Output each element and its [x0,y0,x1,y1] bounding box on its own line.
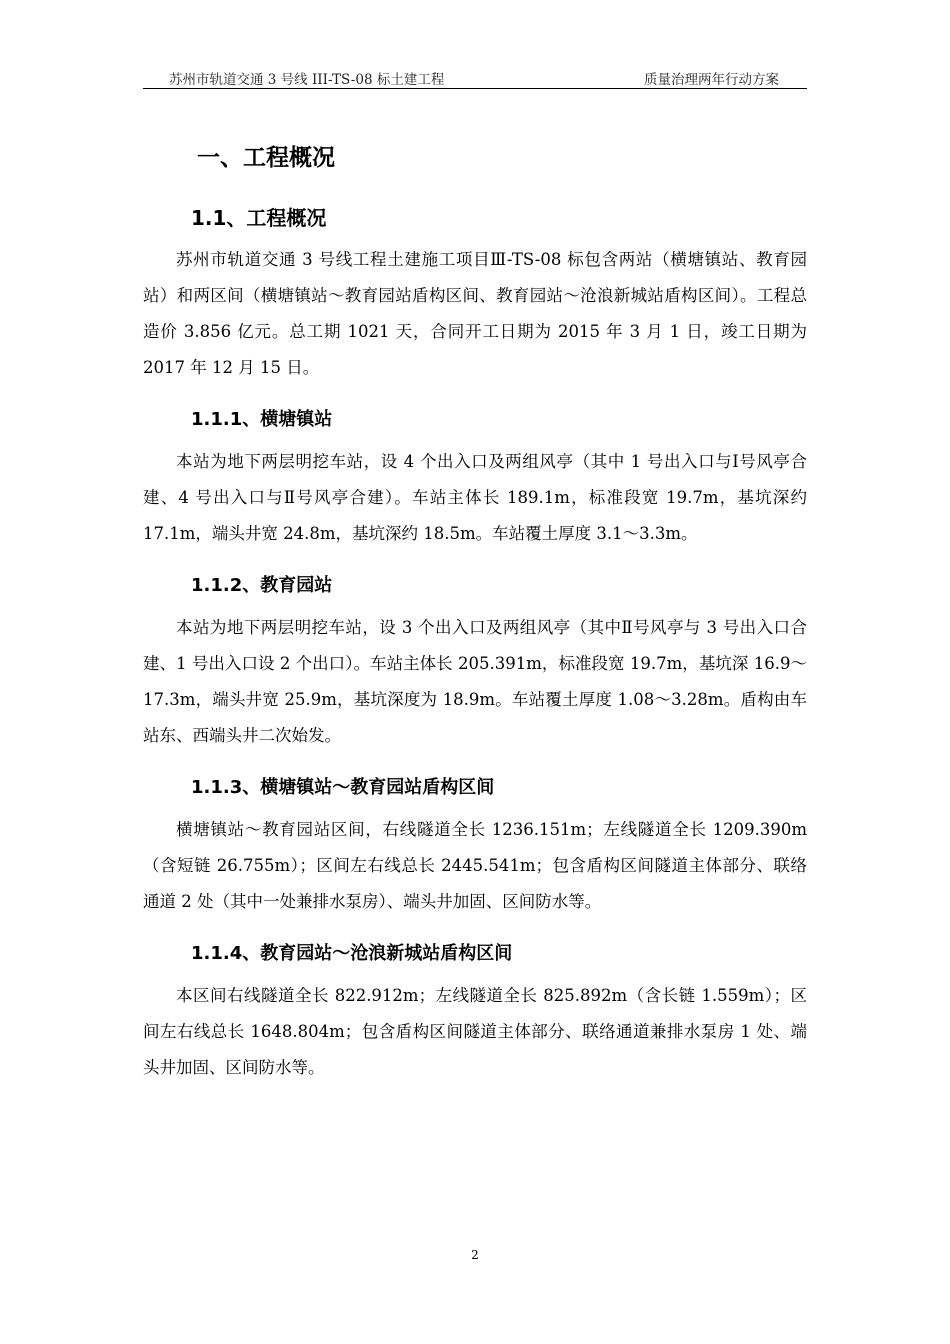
subsection-paragraph-1-1-1: 本站为地下两层明挖车站，设 4 个出入口及两组风亭（其中 1 号出入口与Ⅰ号风亭合建、4 号出入口与Ⅱ号风亭合建）。车站主体长 189.1m，标准段宽 19.7m，基坑深约 17.1m，端头井宽 24.8m，基坑深约 18.5m。车站覆土厚度 3.1～3.3m。 [143,452,807,543]
subsection-paragraph-1-1-4: 本区间右线隧道全长 822.912m；左线隧道全长 825.892m（含长链 1.559m）；区间左右线总长 1648.804m；包含盾构区间隧道主体部分、联络通道兼排水泵房 1 处、端头井加固、区间防水等。 [143,986,807,1077]
subsection-paragraph-1-1-2: 本站为地下两层明挖车站，设 3 个出入口及两组风亭（其中Ⅱ号风亭与 3 号出入口合建、1 号出入口设 2 个出口）。车站主体长 205.391m，标准段宽 19.7m，基坑深 16.9～17.3m，端头井宽 25.9m，基坑深度为 18.9m。车站覆土厚度 1.08～3.28m。盾构由车站东、西端头井二次始发。 [143,618,807,745]
page-header [143,66,807,89]
subsection-heading-1-1-2: 1.1.2、教育园站 [191,575,333,596]
chapter-heading: 一、工程概况 [197,145,335,171]
header-document-title: 质量治理两年行动方案 [644,72,779,88]
subsection-heading-1-1-1: 1.1.1、横塘镇站 [191,409,333,430]
header-project-title: 苏州市轨道交通 3 号线 III-TS-08 标土建工程 [169,72,445,88]
document-body [143,128,807,1086]
page-number: 2 [471,1248,479,1262]
section-heading-1-1: 1.1、工程概况 [191,206,327,230]
subsection-heading-1-1-4: 1.1.4、教育园站～沧浪新城站盾构区间 [191,943,513,964]
subsection-paragraph-1-1-3: 横塘镇站～教育园站区间，右线隧道全长 1236.151m；左线隧道全长 1209.390m（含短链 26.755m）；区间左右线总长 2445.541m；包含盾构区间隧道主体部分、联络通道 2 处（其中一处兼排水泵房）、端头井加固、区间防水等。 [143,820,807,911]
section-paragraph-1-1: 苏州市轨道交通 3 号线工程土建施工项目Ⅲ-TS-08 标包含两站（横塘镇站、教育园站）和两区间（横塘镇站～教育园站盾构区间、教育园站～沧浪新城站盾构区间）。工程总造价 3.856 亿元。总工期 1021 天，合同开工日期为 2015 年 3 月 1 日，竣工日期为 2017 年 12 月 15 日。 [143,250,807,377]
subsection-heading-1-1-3: 1.1.3、横塘镇站～教育园站盾构区间 [191,777,495,798]
